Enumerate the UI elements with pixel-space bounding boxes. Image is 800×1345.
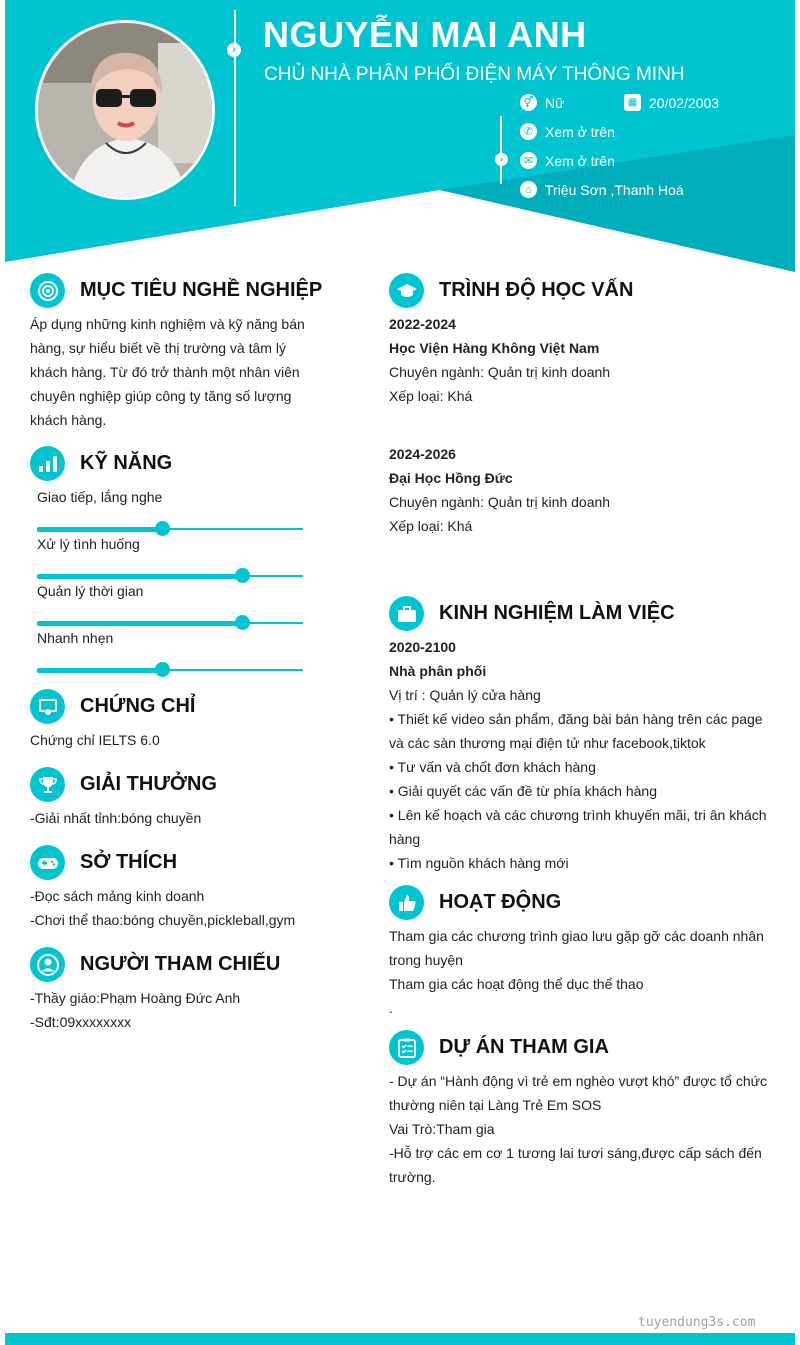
header-divider — [234, 10, 236, 206]
thumbs-up-icon — [389, 885, 424, 920]
graduation-cap-icon — [389, 273, 424, 308]
gamepad-icon — [30, 845, 65, 880]
project-line: - Dự án “Hành động vì trẻ em nghèo vượt khó” được tổ chức — [389, 1073, 768, 1089]
activities-heading — [389, 885, 561, 920]
references-title: NGƯỜI THAM CHIẾU — [80, 953, 281, 975]
skill-name: Nhanh nhẹn — [37, 630, 114, 646]
job-title: CHỦ NHÀ PHÂN PHỐI ĐIỆN MÁY THÔNG MINH — [264, 64, 685, 85]
phone-value: Xem ở trên — [545, 123, 615, 140]
trophy-icon — [30, 767, 65, 802]
education-major: Chuyên ngành: Quản trị kinh doanh — [389, 364, 611, 380]
home-icon: ⌂ — [520, 181, 537, 198]
skills-heading — [30, 446, 172, 481]
email-value: Xem ở trên — [545, 152, 615, 169]
references-heading — [30, 947, 280, 982]
experience-title: KINH NGHIỆM LÀM VIỆC — [439, 602, 675, 624]
bar-chart-icon — [30, 446, 65, 481]
education-heading — [389, 273, 633, 308]
activity-line: Tham gia các hoạt động thể dục thể thao — [389, 976, 644, 992]
skill-item — [37, 489, 303, 530]
skill-fill — [37, 574, 242, 579]
hobby-line: -Đọc sách mảng kinh doanh — [30, 888, 205, 904]
hobbies-heading — [30, 845, 177, 880]
certificate-icon — [30, 689, 65, 724]
awards-heading — [30, 767, 217, 802]
skill-track — [37, 669, 303, 671]
watermark: tuyendung3s.com — [638, 1315, 756, 1330]
hobby-line: -Chơi thể thao:bóng chuyền,pickleball,gym — [30, 912, 296, 928]
experience-line: hàng — [389, 831, 421, 847]
experience-line: • Thiết kế video sản phẩm, đăng bài bán hàng trên các page — [389, 711, 763, 727]
address-row — [520, 181, 684, 198]
experience-body — [389, 635, 784, 875]
avatar — [35, 20, 215, 200]
award-line: -Giải nhất tỉnh:bóng chuyền — [30, 810, 202, 826]
objective-text — [30, 312, 330, 432]
skill-track — [37, 622, 303, 624]
hobbies-text — [30, 884, 350, 932]
info-chevron-icon: › — [495, 153, 508, 166]
reference-line: -Thầy giáo:Phạm Hoàng Đức Anh — [30, 990, 241, 1006]
footer-bar — [5, 1333, 795, 1345]
experience-company: Nhà phân phối — [389, 663, 487, 679]
skill-fill — [37, 668, 162, 673]
education-grade: Xếp loại: Khá — [389, 518, 473, 534]
reference-line: -Sđt:09xxxxxxxx — [30, 1014, 132, 1030]
objective-line: hàng, sự hiểu biết về thị trường và tâm lý — [30, 340, 286, 356]
divider-chevron-icon: › — [227, 43, 241, 57]
education-item — [389, 442, 779, 538]
user-icon — [30, 947, 65, 982]
hobbies-title: SỞ THÍCH — [80, 851, 178, 873]
activity-line: trong huyện — [389, 952, 463, 968]
awards-text — [30, 806, 330, 830]
objective-title: MỤC TIÊU NGHỀ NGHIỆP — [80, 279, 323, 301]
education-period: 2022-2024 — [389, 316, 456, 332]
email-icon: ✉ — [520, 152, 537, 169]
project-line: Vai Trò:Tham gia — [389, 1121, 495, 1137]
references-text — [30, 986, 350, 1034]
awards-title: GIẢI THƯỞNG — [80, 773, 217, 795]
experience-line: • Giải quyết các vấn đề từ phía khách hàng — [389, 783, 657, 799]
gender-icon: ⚥ — [520, 94, 537, 111]
education-school: Đại Học Hồng Đức — [389, 470, 513, 486]
birthday-row — [624, 94, 719, 111]
projects-title: DỰ ÁN THAM GIA — [439, 1036, 609, 1058]
certificate-line: Chứng chỉ IELTS 6.0 — [30, 732, 160, 748]
objective-line: Áp dụng những kinh nghiệm và kỹ năng bán — [30, 316, 305, 332]
activities-body — [389, 924, 784, 1020]
certificates-title: CHỨNG CHỈ — [80, 695, 196, 717]
activities-title: HOẠT ĐỘNG — [439, 891, 562, 913]
objective-heading — [30, 273, 322, 308]
education-grade: Xếp loại: Khá — [389, 388, 473, 404]
project-line: -Hỗ trợ các em cơ 1 tương lai tươi sáng,được cấp sách đến — [389, 1145, 762, 1161]
skill-knob — [155, 662, 170, 677]
experience-line: và các sàn thương mại điện tử như facebook,tiktok — [389, 735, 706, 751]
projects-heading — [389, 1030, 609, 1065]
education-title: TRÌNH ĐỘ HỌC VẤN — [439, 279, 634, 301]
activity-line: . — [389, 1000, 393, 1016]
skill-track — [37, 528, 303, 530]
skill-name: Xử lý tình huống — [37, 536, 140, 552]
skill-name: Quản lý thời gian — [37, 583, 144, 599]
phone-icon: ✆ — [520, 123, 537, 140]
experience-line: • Tìm nguồn khách hàng mới — [389, 855, 569, 871]
target-icon — [30, 273, 65, 308]
phone-row — [520, 123, 615, 140]
skill-knob — [155, 521, 170, 536]
info-divider — [500, 116, 502, 184]
education-item — [389, 312, 779, 408]
calendar-icon: ▦ — [624, 94, 641, 111]
skill-knob — [235, 615, 250, 630]
skill-item — [37, 583, 303, 624]
objective-line: khách hàng. — [30, 412, 107, 428]
objective-line: khách hàng. Từ đó trở thành một nhân viên — [30, 364, 300, 380]
project-line: thường niên tại Làng Trẻ Em SOS — [389, 1097, 602, 1113]
certificates-heading — [30, 689, 195, 724]
skills-title: KỸ NĂNG — [80, 452, 173, 474]
birthday-value: 20/02/2003 — [649, 94, 720, 111]
email-row — [520, 152, 615, 169]
project-line: trường. — [389, 1169, 436, 1185]
checklist-icon — [389, 1030, 424, 1065]
experience-line: • Lên kế hoạch và các chương trình khuyến mãi, tri ân khách — [389, 807, 767, 823]
briefcase-icon — [389, 596, 424, 631]
address-value: Triệu Sơn ,Thanh Hoá — [545, 181, 684, 198]
certificates-text — [30, 728, 330, 752]
skill-name: Giao tiếp, lắng nghe — [37, 489, 163, 505]
skill-knob — [235, 568, 250, 583]
skill-fill — [37, 621, 242, 626]
experience-period: 2020-2100 — [389, 639, 456, 655]
objective-line: chuyên nghiệp giúp công ty tăng số lượng — [30, 388, 292, 404]
skill-item — [37, 536, 303, 577]
experience-line: • Tư vấn và chốt đơn khách hàng — [389, 759, 596, 775]
skill-item — [37, 630, 303, 671]
experience-heading — [389, 596, 675, 631]
skill-fill — [37, 527, 162, 532]
activity-line: Tham gia các chương trình giao lưu gặp gỡ các doanh nhân — [389, 928, 764, 944]
avatar-photo — [38, 23, 215, 200]
education-school: Học Viện Hàng Không Việt Nam — [389, 340, 600, 356]
projects-body — [389, 1069, 784, 1189]
education-major: Chuyên ngành: Quản trị kinh doanh — [389, 494, 611, 510]
candidate-name: NGUYỄN MAI ANH — [263, 14, 587, 55]
gender-value: Nữ — [545, 94, 565, 111]
experience-line: Vị trí : Quản lý cửa hàng — [389, 687, 541, 703]
gender-row — [520, 94, 564, 111]
skill-track — [37, 575, 303, 577]
education-period: 2024-2026 — [389, 446, 456, 462]
